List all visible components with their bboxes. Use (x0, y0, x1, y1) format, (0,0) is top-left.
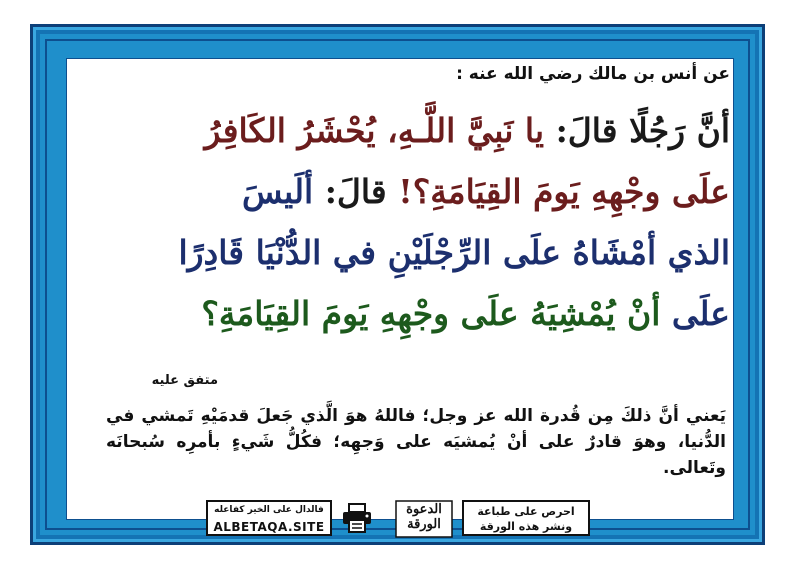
logo-line: الورقة (407, 517, 441, 532)
hadith-segment: قالَ: (313, 172, 387, 211)
logo-text (392, 502, 456, 532)
hadith-segment: أنْ يُمْشِيَهُ علَى وجْهِهِ يَومَ القِيَامَةِ؟ (201, 294, 661, 333)
website-url[interactable]: ALBETAQA.SITE (213, 520, 325, 534)
narrator-line: عن أنس بن مالك رضي الله عنه : (456, 64, 730, 84)
hadith-line (110, 100, 730, 161)
hadith-segment: أنَّ رَجُلًا قالَ: (544, 111, 730, 150)
hadith-segment: علَى وجْهِهِ يَومَ القِيَامَةِ؟! (386, 172, 730, 211)
hadith-segment: علَى (660, 294, 730, 333)
hadith-segment: ألَيسَ (241, 172, 314, 211)
logo-line: الدعوة (406, 502, 442, 517)
explanation-text: يَعني أنَّ ذلكَ مِن قُدرة الله عز وجل؛ فاللهُ هوَ الَّذي جَعلَ قدمَيْهِ تَمشي في الدُّنيا، وهوَ قادرٌ على أنْ يُمشيَه على وَجهِه؛ فكُلُّ شَيءٍ بأمرِه سُبحانَه وتَعالى. (106, 406, 726, 478)
hadith-line (110, 161, 730, 222)
printer-icon (340, 502, 374, 534)
website-box[interactable] (206, 500, 332, 536)
print-share-box (462, 500, 590, 536)
hadith-segment: يا نَبِيَّ اللَّـهِ، يُحْشَرُ الكَافِرُ (204, 111, 545, 150)
hadith-text (110, 100, 730, 344)
hadith-line (110, 222, 730, 283)
source-label: متفق عليه (151, 373, 218, 388)
print-share-line: احرص على طباعة (477, 505, 575, 518)
hadith-segment: الذي أمْشَاهُ علَى الرِّجْلَيْنِ في الدُّنْيَا قَادِرًا (178, 233, 730, 272)
footer-bar (196, 500, 596, 540)
website-slogan: فالدال على الخير كفاعله (214, 505, 324, 515)
print-share-line: ونشر هذه الورقة (479, 520, 573, 533)
hadith-line (110, 283, 730, 344)
